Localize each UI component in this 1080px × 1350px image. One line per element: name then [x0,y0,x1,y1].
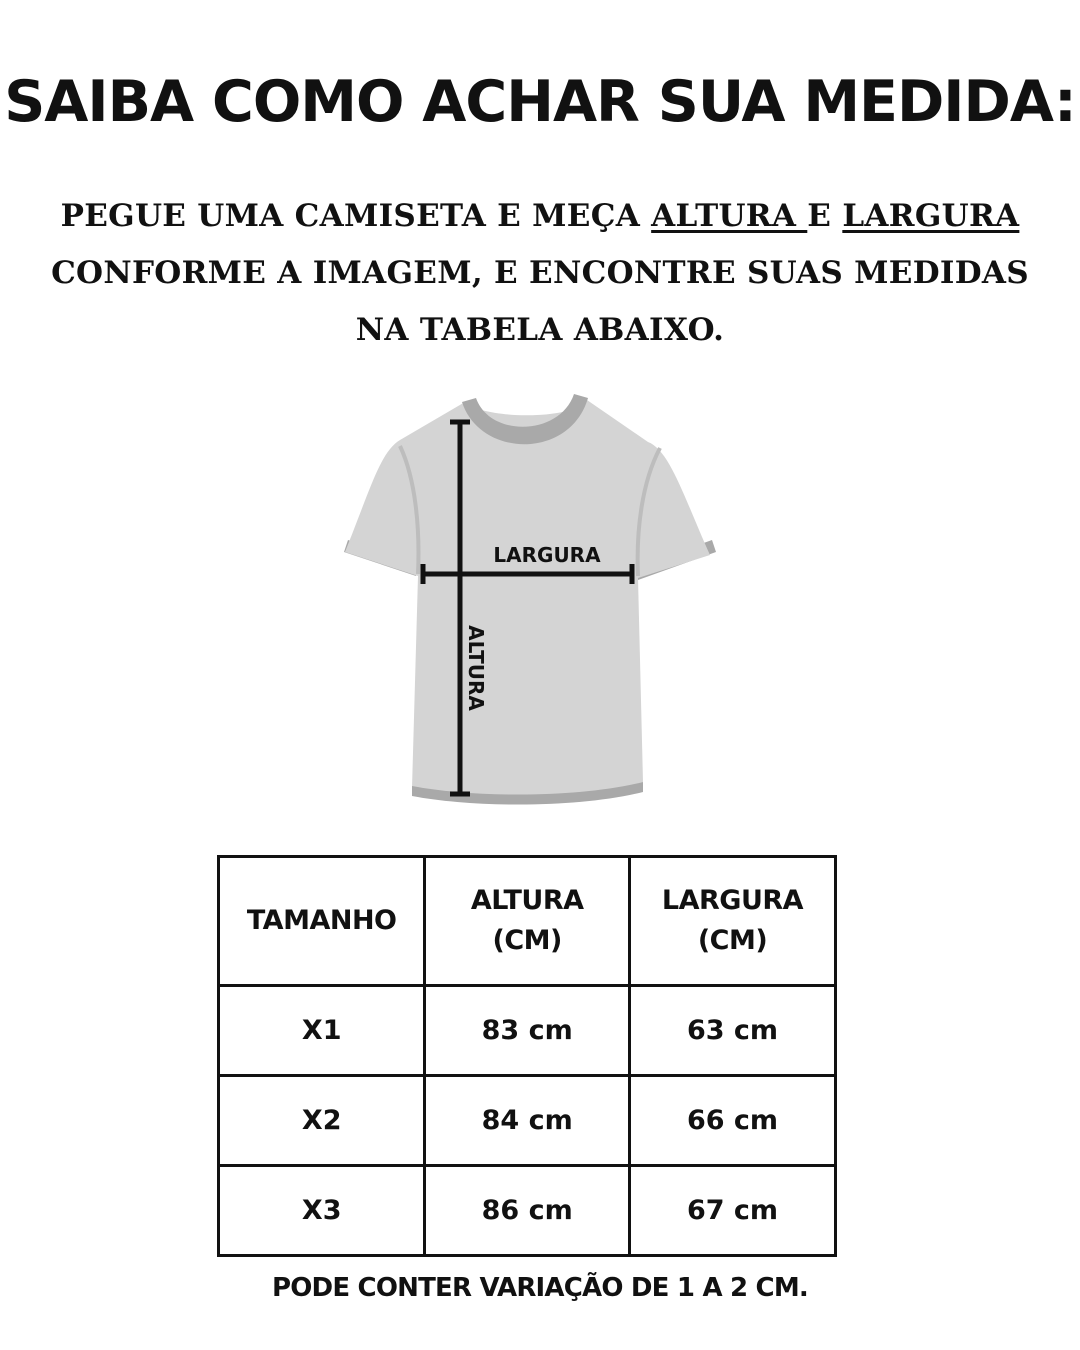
instructions-altura-underlined: ALTURA [651,198,808,234]
instructions-part-3: CONFORME A IMAGEM, E ENCONTRE SUAS MEDIDAS NA TABELA ABAIXO. [51,255,1029,348]
altura-cell: 86 cm [425,1166,630,1256]
header-largura [630,857,836,986]
altura-label: ALTURA [464,625,488,711]
instructions-largura-underlined: LARGURA [842,198,1020,234]
size-cell: X2 [219,1076,425,1166]
header-largura-label: LARGURA [661,885,804,916]
table-header-row [219,857,836,986]
size-table [217,855,837,1257]
largura-cell: 63 cm [630,986,836,1076]
header-altura-label: ALTURA [470,885,584,916]
header-largura-unit: (CM) [697,925,768,956]
header-tamanho [219,857,425,986]
table-row [219,1076,836,1166]
altura-cell: 84 cm [425,1076,630,1166]
table-row [219,986,836,1076]
instructions-part-2: E [807,198,843,234]
table-row [219,1166,836,1256]
header-tamanho-label: TAMANHO [246,905,397,936]
page-title: SAIBA COMO ACHAR SUA MEDIDA: [4,69,1076,135]
instructions-part-1: PEGUE UMA CAMISETA E MEÇA [60,198,652,234]
largura-cell: 66 cm [630,1076,836,1166]
header-altura-unit: (CM) [492,925,562,956]
variation-note: PODE CONTER VARIAÇÃO DE 1 A 2 CM. [271,1273,808,1303]
largura-label: LARGURA [493,543,601,567]
largura-cell: 67 cm [630,1166,836,1256]
altura-cell: 83 cm [425,986,630,1076]
instructions-text [30,188,1050,359]
header-altura [425,857,630,986]
size-cell: X3 [219,1166,425,1256]
tshirt-measurement-diagram [330,390,730,820]
size-cell: X1 [219,986,425,1076]
